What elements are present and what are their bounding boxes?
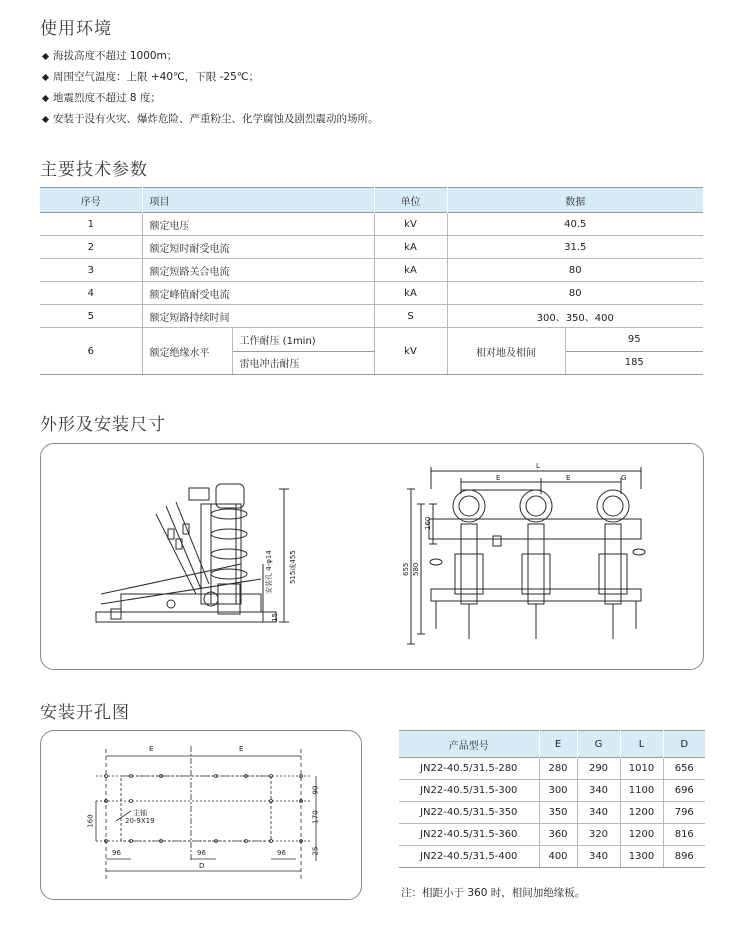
mounting-drawing-panel <box>40 730 362 900</box>
usage-item: 安装于没有火灾、爆炸危险、严重粉尘、化学腐蚀及剧烈震动的场所。 <box>42 109 379 130</box>
table-row <box>40 305 703 328</box>
cell-L: 1200 <box>620 824 663 846</box>
side-hole-label: 安装孔 4-φ14 <box>265 550 273 594</box>
cell-model: JN22-40.5/31.5-400 <box>399 846 539 868</box>
cell-unit: kA <box>374 236 447 259</box>
note-text: 注：相距小于 360 时，相间加绝缘板。 <box>401 887 586 899</box>
cell-model: JN22-40.5/31.5-360 <box>399 824 539 846</box>
tech-title: 主要技术参数 <box>40 160 148 180</box>
side-view-drawing <box>96 484 289 622</box>
header-D: D <box>663 731 705 758</box>
header-E: E <box>539 731 577 758</box>
cell-model: JN22-40.5/31.5-280 <box>399 758 539 780</box>
table-row <box>399 780 705 802</box>
header-L: L <box>620 731 663 758</box>
cell-unit: kV <box>374 328 447 374</box>
cell-G: 340 <box>577 780 620 802</box>
table-header-row <box>399 731 705 758</box>
cell-no: 2 <box>40 236 142 259</box>
cell-sub1: 工作耐压 (1min) <box>232 328 374 351</box>
header-no: 序号 <box>40 188 142 213</box>
cell-value: 185 <box>624 357 644 369</box>
cell-D: 656 <box>663 758 705 780</box>
header-value: 数据 <box>447 188 703 213</box>
front-view-drawing <box>407 467 645 644</box>
cell-item: 额定电压 <box>142 213 374 236</box>
cell-D: 816 <box>663 824 705 846</box>
cell-G: 320 <box>577 824 620 846</box>
cell-item: 额定短路持续时间 <box>142 305 374 328</box>
mount-axis-label: 主轴 <box>133 809 147 817</box>
header-G: G <box>577 731 620 758</box>
cell-value: 80 <box>447 259 703 282</box>
cell-D: 796 <box>663 802 705 824</box>
table-row <box>399 824 705 846</box>
side-d15-label: 15 <box>271 613 279 622</box>
cell-E: 280 <box>539 758 577 780</box>
mount-h160-label: 160 <box>86 814 95 828</box>
cell-G: 290 <box>577 758 620 780</box>
cell-item: 额定短路关合电流 <box>142 259 374 282</box>
mount-D-label: D <box>199 862 205 870</box>
cell-value: 95 <box>565 328 703 351</box>
cell-item: 额定峰值耐受电流 <box>142 282 374 305</box>
cell-value: 300、350、400 <box>447 305 703 328</box>
cell-unit: kA <box>374 259 447 282</box>
cell-E: 350 <box>539 802 577 824</box>
usage-title: 使用环境 <box>40 19 112 39</box>
cell-model: JN22-40.5/31.5-350 <box>399 802 539 824</box>
table-row <box>40 328 703 375</box>
cell-no: 3 <box>40 259 142 282</box>
cell-D: 696 <box>663 780 705 802</box>
outline-drawing <box>41 444 705 671</box>
front-h580-label: 580 <box>412 562 420 576</box>
table-row <box>40 282 703 305</box>
cell-unit: kV <box>374 213 447 236</box>
tech-table <box>40 187 703 375</box>
usage-item: 海拔高度不超过 1000m； <box>42 46 379 67</box>
cell-sub2: 雷电冲击耐压 <box>232 351 374 374</box>
cell-G: 340 <box>577 846 620 868</box>
mount-96a-label: 96 <box>112 849 121 857</box>
front-E1-label: E <box>496 474 501 482</box>
mount-E2-label: E <box>239 745 244 753</box>
cell-D: 896 <box>663 846 705 868</box>
cell-no: 1 <box>40 213 142 236</box>
mounting-title: 安装开孔图 <box>40 703 130 723</box>
cell-value: 80 <box>447 282 703 305</box>
usage-item: 周围空气温度：上限 +40℃，下限 -25℃； <box>42 67 379 88</box>
outline-title: 外形及安装尺寸 <box>40 415 166 435</box>
cell-scope: 相对地及相间 <box>447 328 565 374</box>
usage-list <box>42 46 379 130</box>
table-row <box>40 213 703 236</box>
header-unit: 单位 <box>374 188 447 213</box>
mount-E1-label: E <box>149 745 154 753</box>
table-row <box>40 236 703 259</box>
cell-no: 4 <box>40 282 142 305</box>
table-header-row <box>40 188 703 213</box>
header-item: 项目 <box>142 188 374 213</box>
side-d515-label: 515或455 <box>289 550 297 584</box>
usage-item: 地震烈度不超过 8 度； <box>42 88 379 109</box>
cell-no: 6 <box>40 328 142 374</box>
cell-value: 40.5 <box>447 213 703 236</box>
mount-h170-label: 170 <box>311 810 320 824</box>
table-row <box>399 846 705 868</box>
mount-96c-label: 96 <box>277 849 286 857</box>
cell-unit: S <box>374 305 447 328</box>
cell-L: 1300 <box>620 846 663 868</box>
cell-item: 额定绝缘水平 <box>142 328 232 374</box>
cell-value: 31.5 <box>447 236 703 259</box>
cell-L: 1010 <box>620 758 663 780</box>
cell-E: 400 <box>539 846 577 868</box>
mount-96b-label: 96 <box>197 849 206 857</box>
mount-h90-label: 90 <box>311 785 320 795</box>
table-row <box>399 758 705 780</box>
cell-G: 340 <box>577 802 620 824</box>
front-h160-label: 160 <box>424 516 432 530</box>
front-E2-label: E <box>566 474 571 482</box>
cell-E: 300 <box>539 780 577 802</box>
mount-holes-label: 20-9X19 <box>125 817 155 825</box>
cell-L: 1200 <box>620 802 663 824</box>
mount-h25-label: 25 <box>311 846 320 856</box>
cell-no: 5 <box>40 305 142 328</box>
front-G-label: G <box>621 474 627 482</box>
front-h655-label: 655 <box>402 562 410 576</box>
cell-item: 额定短时耐受电流 <box>142 236 374 259</box>
cell-E: 360 <box>539 824 577 846</box>
table-row <box>399 802 705 824</box>
table-row <box>40 259 703 282</box>
cell-model: JN22-40.5/31.5-300 <box>399 780 539 802</box>
cell-L: 1100 <box>620 780 663 802</box>
outline-drawing-panel <box>40 443 704 670</box>
cell-unit: kA <box>374 282 447 305</box>
model-table <box>399 730 705 868</box>
header-model: 产品型号 <box>399 731 539 758</box>
front-L-label: L <box>536 462 540 470</box>
